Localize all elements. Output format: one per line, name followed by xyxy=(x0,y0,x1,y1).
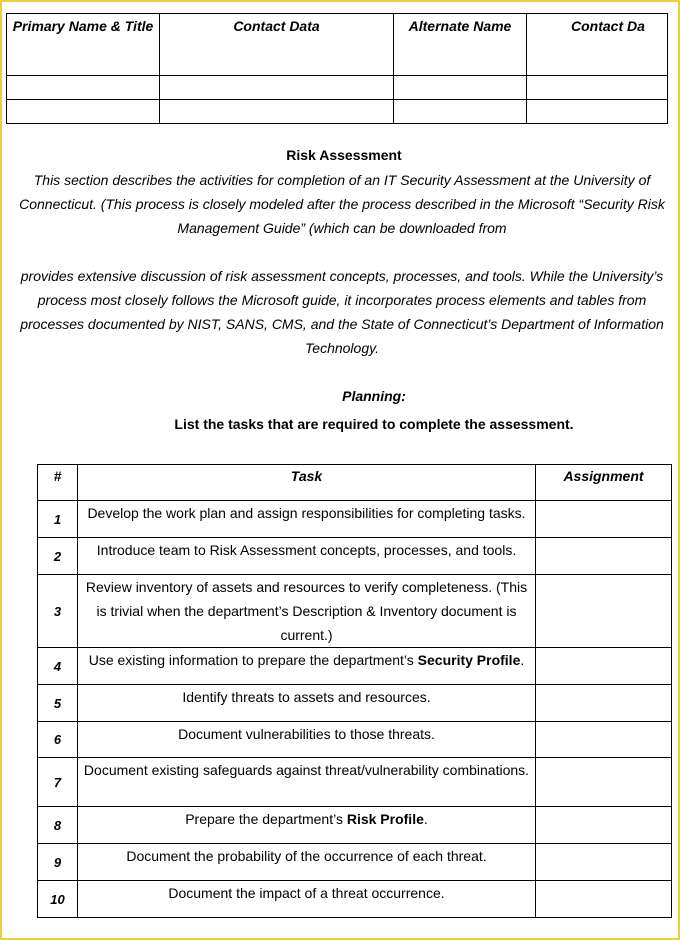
assignment-cell xyxy=(536,575,672,648)
table-row xyxy=(38,758,672,807)
risk-paragraph-2: provides extensive discussion of risk assessment concepts, processes, and tools. While the University’s process most closely follows the Microsoft guide, it incorporates process elements and tables from processes documented by NIST, SANS, CMS, and the State of Connecticut’s Department of Information Technology. xyxy=(20,268,664,356)
table-cell xyxy=(7,76,160,100)
task-cell xyxy=(78,685,536,722)
task-cell xyxy=(78,648,536,685)
planning-instruction: List the tasks that are required to complete the assessment. xyxy=(174,416,574,432)
row-number: 8 xyxy=(38,807,78,844)
table-row xyxy=(38,807,672,844)
assignment-cell xyxy=(536,807,672,844)
task-text: Document existing safeguards against threat/vulnerability combinations. xyxy=(83,762,530,778)
table-cell xyxy=(527,100,668,124)
task-cell xyxy=(78,538,536,575)
table-cell xyxy=(394,76,527,100)
table-cell xyxy=(7,100,160,124)
table-row xyxy=(38,501,672,538)
task-text: Develop the work plan and assign responsibilities for completing tasks. xyxy=(87,505,526,521)
header-alternate-name: Alternate Name xyxy=(394,14,527,76)
row-number: 1 xyxy=(38,501,78,538)
row-number: 2 xyxy=(38,538,78,575)
task-text-bold: Risk Profile xyxy=(346,811,424,827)
assignment-cell xyxy=(536,844,672,881)
task-cell xyxy=(78,881,536,918)
table-cell xyxy=(394,100,527,124)
row-number: 10 xyxy=(38,881,78,918)
row-number: 6 xyxy=(38,722,78,758)
assignment-cell xyxy=(536,758,672,807)
task-cell xyxy=(78,501,536,538)
assignment-cell xyxy=(536,538,672,575)
row-number: 5 xyxy=(38,685,78,722)
assignment-cell xyxy=(536,648,672,685)
table-row xyxy=(38,685,672,722)
task-text-end: . xyxy=(520,652,525,668)
header-primary-name: Primary Name & Title xyxy=(7,14,160,76)
header-assignment: Assignment xyxy=(536,465,672,501)
document-page xyxy=(2,2,678,938)
task-text: Document vulnerabilities to those threats. xyxy=(178,726,435,742)
task-table-header-row xyxy=(38,465,672,501)
header-number: # xyxy=(38,465,78,501)
row-number: 9 xyxy=(38,844,78,881)
task-cell xyxy=(78,575,536,648)
table-cell xyxy=(160,100,394,124)
assignment-cell xyxy=(536,722,672,758)
section-title: Risk Assessment xyxy=(286,147,402,163)
table-row xyxy=(38,722,672,758)
risk-paragraph-1: This section describes the activities for completion of an IT Security Assessment at the University of Connecticut. (This process is closely modeled after the process described in the Microsoft “Security Risk Management Guide” (which can be downloaded from xyxy=(19,172,665,236)
table-row xyxy=(38,881,672,918)
table-row xyxy=(38,844,672,881)
assignment-cell xyxy=(536,501,672,538)
planning-heading: Planning: xyxy=(342,388,406,404)
table-row xyxy=(38,538,672,575)
task-table xyxy=(37,464,672,918)
task-text: Document the probability of the occurrence of each threat. xyxy=(126,848,487,864)
contact-table-header-row xyxy=(7,14,668,76)
task-cell xyxy=(78,844,536,881)
task-cell xyxy=(78,807,536,844)
header-contact-data: Contact Data xyxy=(160,14,394,76)
contact-table-row xyxy=(7,100,668,124)
task-text-bold: Security Profile xyxy=(417,652,521,668)
row-number: 7 xyxy=(38,758,78,807)
task-text-end: . xyxy=(423,811,428,827)
header-task: Task xyxy=(78,465,536,501)
table-cell xyxy=(527,76,668,100)
task-text: Review inventory of assets and resources to verify completeness. (This is trivial when the department’s Description & Inventory document is current.) xyxy=(85,579,528,643)
assignment-cell xyxy=(536,685,672,722)
header-contact-data-2: Contact Da xyxy=(527,14,668,76)
contact-table xyxy=(6,13,668,124)
task-cell xyxy=(78,722,536,758)
task-text: Document the impact of a threat occurrence. xyxy=(168,885,445,901)
task-text: Use existing information to prepare the department’s xyxy=(88,652,418,668)
row-number: 4 xyxy=(38,648,78,685)
table-cell xyxy=(160,76,394,100)
task-cell xyxy=(78,758,536,807)
table-row xyxy=(38,648,672,685)
table-row xyxy=(38,575,672,648)
task-text: Prepare the department’s xyxy=(185,811,347,827)
task-text: Introduce team to Risk Assessment concepts, processes, and tools. xyxy=(96,542,517,558)
contact-table-row xyxy=(7,76,668,100)
task-text: Identify threats to assets and resources. xyxy=(182,689,431,705)
assignment-cell xyxy=(536,881,672,918)
row-number: 3 xyxy=(38,575,78,648)
